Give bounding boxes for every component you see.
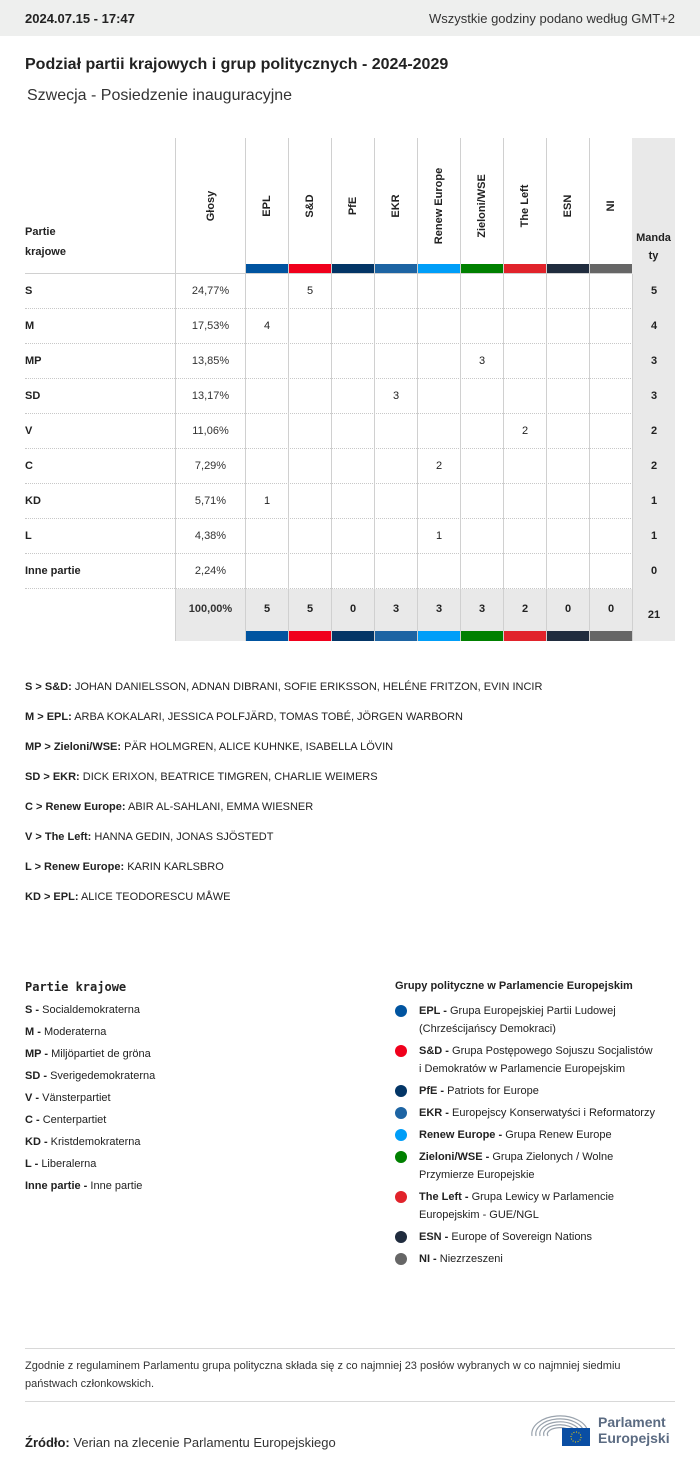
seat-cell xyxy=(331,344,374,379)
group-color-dot-icon xyxy=(395,1253,407,1265)
seat-cell xyxy=(589,344,632,379)
european-parliament-logo: Parlament Europejski xyxy=(528,1410,678,1450)
group-color-dot-icon xyxy=(395,1085,407,1097)
seat-cell: 5 xyxy=(288,274,331,309)
group-color-dot-icon xyxy=(395,1151,407,1163)
timestamp: 2024.07.15 - 17:47 xyxy=(25,10,135,26)
timezone-note: Wszystkie godziny podano według GMT+2 xyxy=(428,10,675,26)
vote-share: 2,24% xyxy=(175,554,245,589)
seat-cell xyxy=(417,379,460,414)
group-color-bar xyxy=(375,631,417,641)
seat-cell xyxy=(460,554,503,589)
seat-cell xyxy=(546,379,589,414)
party-code: SD xyxy=(25,390,41,402)
group-color-bar xyxy=(418,631,460,641)
seat-cell xyxy=(331,519,374,554)
table-row xyxy=(25,519,675,554)
seats-column-header: Manda ty xyxy=(632,138,675,274)
group-total: 5 xyxy=(245,589,288,641)
group-legend-item: The Left - Grupa Lewicy w Parlamencie Europejskim - GUE/NGL xyxy=(395,1188,655,1224)
group-legend-item: Renew Europe - Grupa Renew Europe xyxy=(395,1126,655,1144)
group-color-dot-icon xyxy=(395,1107,407,1119)
seat-cell xyxy=(331,414,374,449)
eu-flag-icon xyxy=(562,1428,590,1446)
group-column-header: Zieloni/WSE xyxy=(460,138,503,274)
seat-cell xyxy=(460,309,503,344)
seat-cell xyxy=(503,274,546,309)
seat-cell xyxy=(374,484,417,519)
seat-cell xyxy=(589,554,632,589)
seat-total: 2 xyxy=(632,449,675,484)
group-total: 3 xyxy=(374,589,417,641)
seat-cell xyxy=(460,379,503,414)
table-row xyxy=(25,449,675,484)
seat-cell xyxy=(503,379,546,414)
seat-cell xyxy=(288,449,331,484)
vote-share: 11,06% xyxy=(175,414,245,449)
member-list-item: KD > EPL: ALICE TEODORESCU MÅWE xyxy=(25,891,231,903)
group-column-header: S&D xyxy=(288,138,331,274)
seat-cell xyxy=(288,554,331,589)
group-total: 3 xyxy=(460,589,503,641)
party-legend-item: C - Centerpartiet xyxy=(25,1114,107,1126)
seat-cell xyxy=(417,414,460,449)
seat-cell xyxy=(546,274,589,309)
group-color-bar xyxy=(332,631,374,641)
table-row xyxy=(25,379,675,414)
group-color-bar xyxy=(461,631,503,641)
seat-cell xyxy=(417,309,460,344)
top-bar xyxy=(0,0,700,36)
group-color-dot-icon xyxy=(395,1191,407,1203)
seat-total: 4 xyxy=(632,309,675,344)
group-legend-item: Zieloni/WSE - Grupa Zielonych / Wolne Przymierze Europejskie xyxy=(395,1148,655,1184)
group-color-dot-icon xyxy=(395,1129,407,1141)
seat-cell xyxy=(417,554,460,589)
seat-cell xyxy=(546,519,589,554)
group-total: 0 xyxy=(331,589,374,641)
seat-cell xyxy=(288,309,331,344)
party-code: KD xyxy=(25,495,41,507)
seat-cell xyxy=(589,484,632,519)
source-line: Źródło: Verian na zlecenie Parlamentu Europejskiego xyxy=(25,1435,336,1450)
seat-cell xyxy=(503,449,546,484)
seat-cell xyxy=(503,554,546,589)
seat-total: 0 xyxy=(632,554,675,589)
party-code: C xyxy=(25,460,33,472)
group-legend-item: EPL - Grupa Europejskiej Partii Ludowej (Chrześcijańscy Demokraci) xyxy=(395,1002,655,1038)
group-color-bar xyxy=(504,631,546,641)
group-legend-item: EKR - Europejscy Konserwatyści i Reformatorzy xyxy=(395,1104,655,1122)
seat-cell xyxy=(460,274,503,309)
seat-cell xyxy=(589,449,632,484)
seat-cell xyxy=(546,309,589,344)
seat-cell: 1 xyxy=(417,519,460,554)
table-row xyxy=(25,414,675,449)
hemicycle-icon xyxy=(528,1410,592,1446)
seat-total: 2 xyxy=(632,414,675,449)
group-column-header: NI xyxy=(589,138,632,274)
seat-total: 5 xyxy=(632,274,675,309)
group-total: 0 xyxy=(546,589,589,641)
member-list-item: S > S&D: JOHAN DANIELSSON, ADNAN DIBRANI, SOFIE ERIKSSON, HELÉNE FRITZON, EVIN INCIR xyxy=(25,681,543,693)
page-title: Podział partii krajowych i grup politycznych - 2024-2029 xyxy=(25,56,449,73)
member-list-item: L > Renew Europe: KARIN KARLSBRO xyxy=(25,861,224,873)
total-row xyxy=(25,589,675,641)
seat-cell xyxy=(245,449,288,484)
seat-cell xyxy=(589,379,632,414)
seat-cell xyxy=(417,274,460,309)
party-code: Inne partie xyxy=(25,565,81,577)
group-legend-item: ESN - Europe of Sovereign Nations xyxy=(395,1228,655,1246)
group-color-bar xyxy=(246,631,288,641)
seat-cell xyxy=(460,414,503,449)
seat-cell xyxy=(460,449,503,484)
seat-cell: 3 xyxy=(460,344,503,379)
vote-share: 7,29% xyxy=(175,449,245,484)
seat-total: 3 xyxy=(632,344,675,379)
seat-total: 3 xyxy=(632,379,675,414)
seat-cell xyxy=(288,519,331,554)
seat-total: 1 xyxy=(632,519,675,554)
seat-cell xyxy=(331,274,374,309)
seat-cell xyxy=(245,414,288,449)
seat-cell xyxy=(417,344,460,379)
member-list-item: V > The Left: HANNA GEDIN, JONAS SJÖSTEDT xyxy=(25,831,274,843)
legend-heading: Grupy polityczne w Parlamencie Europejskim xyxy=(395,980,633,992)
group-column-header: EKR xyxy=(374,138,417,274)
seat-cell xyxy=(546,554,589,589)
seat-cell xyxy=(374,309,417,344)
vote-share: 17,53% xyxy=(175,309,245,344)
party-legend-item: M - Moderaterna xyxy=(25,1026,107,1038)
group-column-header: ESN xyxy=(546,138,589,274)
table-header xyxy=(25,138,675,274)
seat-cell xyxy=(546,414,589,449)
seat-cell xyxy=(589,309,632,344)
group-color-bar xyxy=(289,631,331,641)
group-column-header: EPL xyxy=(245,138,288,274)
group-legend-item: NI - Niezrzeszeni xyxy=(395,1250,655,1268)
seat-cell xyxy=(503,344,546,379)
seat-cell xyxy=(331,309,374,344)
party-code: S xyxy=(25,285,33,297)
seat-cell xyxy=(374,414,417,449)
seat-cell: 4 xyxy=(245,309,288,344)
seat-cell xyxy=(503,309,546,344)
seat-cell xyxy=(331,379,374,414)
national-parties-legend xyxy=(25,980,355,1200)
group-color-dot-icon xyxy=(395,1231,407,1243)
group-legend-item: S&D - Grupa Postępowego Sojuszu Socjalistów i Demokratów w Parlamencie Europejskim xyxy=(395,1042,655,1078)
party-legend-item: KD - Kristdemokraterna xyxy=(25,1136,141,1148)
table-row xyxy=(25,309,675,344)
party-legend-item: MP - Miljöpartiet de gröna xyxy=(25,1048,151,1060)
party-code: M xyxy=(25,320,35,332)
seat-cell: 1 xyxy=(245,484,288,519)
seat-cell xyxy=(331,449,374,484)
seat-cell xyxy=(288,379,331,414)
seat-cell xyxy=(288,414,331,449)
party-legend-item: SD - Sverigedemokraterna xyxy=(25,1070,156,1082)
seat-cell xyxy=(589,274,632,309)
seat-cell xyxy=(374,449,417,484)
party-code: MP xyxy=(25,355,42,367)
group-color-dot-icon xyxy=(395,1045,407,1057)
member-list-item: SD > EKR: DICK ERIXON, BEATRICE TIMGREN, CHARLIE WEIMERS xyxy=(25,771,378,783)
seat-cell xyxy=(546,449,589,484)
seat-cell xyxy=(331,554,374,589)
table-row xyxy=(25,484,675,519)
group-legend-item: PfE - Patriots for Europe xyxy=(395,1082,655,1100)
seat-cell xyxy=(245,274,288,309)
group-color-bar xyxy=(590,631,632,641)
party-legend-item: Inne partie - Inne partie xyxy=(25,1180,143,1192)
table-row xyxy=(25,554,675,589)
party-column-header: Partie krajowe xyxy=(25,226,66,258)
seat-cell xyxy=(417,484,460,519)
table-row xyxy=(25,344,675,379)
member-list xyxy=(25,680,675,920)
party-legend-item: V - Vänsterpartiet xyxy=(25,1092,111,1104)
seat-cell xyxy=(288,344,331,379)
group-color-bar xyxy=(547,631,589,641)
seat-cell xyxy=(546,484,589,519)
seat-cell xyxy=(374,519,417,554)
vote-share: 4,38% xyxy=(175,519,245,554)
seat-cell xyxy=(589,519,632,554)
group-column-header: Renew Europe xyxy=(417,138,460,274)
group-total: 3 xyxy=(417,589,460,641)
seat-cell xyxy=(245,519,288,554)
seat-cell xyxy=(460,519,503,554)
member-list-item: M > EPL: ARBA KOKALARI, JESSICA POLFJÄRD, TOMAS TOBÉ, JÖRGEN WARBORN xyxy=(25,711,463,723)
seat-cell: 2 xyxy=(503,414,546,449)
seat-cell xyxy=(589,414,632,449)
votes-column-header: Głosy xyxy=(175,138,245,274)
table-row xyxy=(25,274,675,309)
member-list-item: MP > Zieloni/WSE: PÄR HOLMGREN, ALICE KUHNKE, ISABELLA LÖVIN xyxy=(25,741,394,753)
total-seats: 21 xyxy=(632,589,675,641)
vote-share: 5,71% xyxy=(175,484,245,519)
group-total: 2 xyxy=(503,589,546,641)
group-total: 0 xyxy=(589,589,632,641)
seat-cell xyxy=(503,519,546,554)
page-subtitle: Szwecja - Posiedzenie inauguracyjne xyxy=(27,87,293,104)
seat-cell xyxy=(288,484,331,519)
seat-cell xyxy=(331,484,374,519)
seat-cell xyxy=(374,554,417,589)
seat-cell xyxy=(546,344,589,379)
vote-share: 13,85% xyxy=(175,344,245,379)
group-color-dot-icon xyxy=(395,1005,407,1017)
seat-distribution-table xyxy=(25,138,675,641)
seat-cell xyxy=(245,344,288,379)
group-column-header: PfE xyxy=(331,138,374,274)
party-code: V xyxy=(25,425,33,437)
rules-note: Zgodnie z regulaminem Parlamentu grupa polityczna składa się z co najmniej 23 posłów wybranych w co najmniej siedmiu państwach członkowskich. xyxy=(25,1348,675,1402)
seat-cell xyxy=(245,554,288,589)
legend-heading: Partie krajowe xyxy=(25,980,127,994)
group-column-header: The Left xyxy=(503,138,546,274)
seat-cell xyxy=(374,344,417,379)
party-legend-item: L - Liberalerna xyxy=(25,1158,97,1170)
vote-share: 13,17% xyxy=(175,379,245,414)
seat-cell xyxy=(374,274,417,309)
seat-cell xyxy=(245,379,288,414)
political-groups-legend xyxy=(395,980,655,1272)
seat-cell: 3 xyxy=(374,379,417,414)
party-legend-item: S - Socialdemokraterna xyxy=(25,1004,140,1016)
member-list-item: C > Renew Europe: ABIR AL-SAHLANI, EMMA WIESNER xyxy=(25,801,314,813)
seat-cell xyxy=(503,484,546,519)
group-total: 5 xyxy=(288,589,331,641)
party-code: L xyxy=(25,530,32,542)
vote-share: 24,77% xyxy=(175,274,245,309)
seat-total: 1 xyxy=(632,484,675,519)
total-votes: 100,00% xyxy=(175,589,245,641)
seat-cell: 2 xyxy=(417,449,460,484)
seat-cell xyxy=(460,484,503,519)
